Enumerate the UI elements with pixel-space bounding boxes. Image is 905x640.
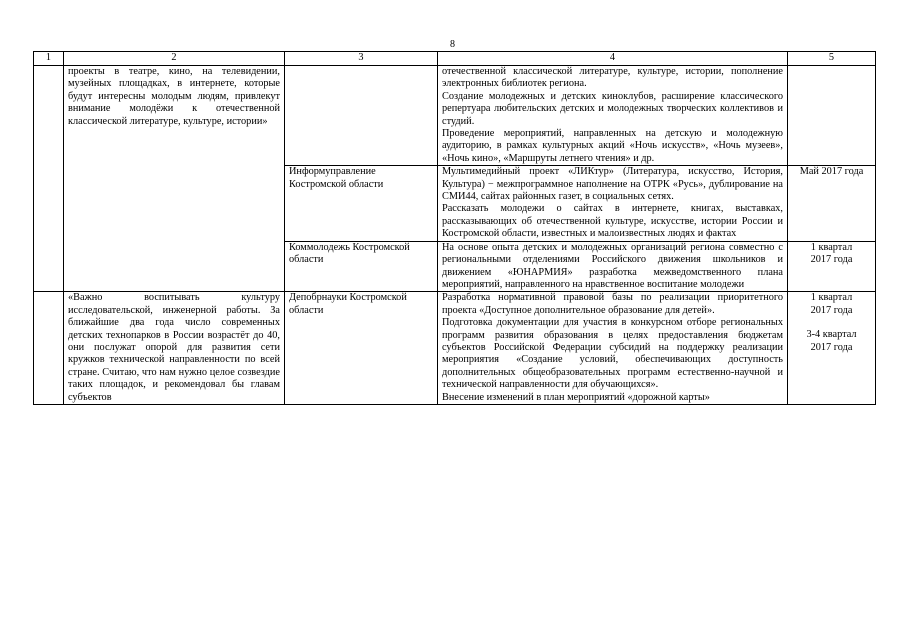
deadline-text: 2017 года: [810, 341, 853, 353]
deadline-text: Май 2017 года: [799, 166, 864, 178]
action-paragraph: Проведение мероприятий, направленных на детскую и молодежную аудиторию, в рамках культурных акций «Ночь искусств», «Ночь музеев», «Ночь кино», «Маршруты летнего чтения» и др.: [442, 128, 783, 164]
action-paragraph: Мультимедийный проект «ЛИКтур» (Литература, искусство, История, Культура) − межпрограммное наполнение на ОТРК «Русь», дублирование на СМИ44, сайтах районных газет, в социальных сетях.: [442, 166, 783, 203]
row1c-deadline-cell: [788, 241, 876, 292]
row1-quote-cell: проекты в театре, кино, на телевидении, музейных площадках, в интернете, которые будут интересны молодым людям, привлекут внимание молодёжи к отечественной классической литературе, культуре, истории»: [64, 66, 285, 292]
action-paragraph: Разработка нормативной правовой базы по реализации приоритетного проекта «Доступное дополнительное образование для детей».: [442, 292, 783, 316]
row1b-actions-cell: [438, 166, 788, 241]
table-header-row: [34, 52, 876, 66]
deadline-text: 1 квартал: [810, 241, 853, 253]
header-col-4: 4: [438, 52, 788, 66]
row1b-responsible-cell: Информуправление Костромской области: [285, 166, 438, 241]
deadline-text: 2017 года: [810, 304, 853, 316]
table-row: [34, 66, 876, 166]
row2-responsible-cell: Депобрнауки Костромской области: [285, 292, 438, 405]
header-col-1: 1: [34, 52, 64, 66]
header-col-5: 5: [788, 52, 876, 66]
header-col-2: 2: [64, 52, 285, 66]
header-col-3: 3: [285, 52, 438, 66]
action-paragraph: Внесение изменений в план мероприятий «дорожной карты»: [442, 391, 710, 403]
deadline-text: 2017 года: [810, 254, 853, 266]
row1a-deadline-cell: [788, 66, 876, 166]
row1b-deadline-cell: [788, 166, 876, 241]
row1a-actions-cell: [438, 66, 788, 166]
action-paragraph: На основе опыта детских и молодежных организаций региона совместно с региональными отделениями Российского движения школьников и движением «ЮНАРМИЯ» разработка межведомственного плана мероприятий, направленного на нравственное воспитание молодежи: [442, 241, 783, 290]
document-table: [33, 51, 876, 405]
spacer: [792, 317, 871, 329]
row2-deadline-cell: [788, 292, 876, 405]
action-paragraph: Подготовка документации для участия в конкурсном отборе региональных программ развития образования в целях предоставления бюджетам субъектов Российской Федерации субсидий на поддержку реализации мероприятия «Создание условий, обеспечивающих доступность дополнительных общеобразовательных программ естественно-научной и технической направленности для обучающихся».: [442, 317, 783, 391]
page-number: 8: [450, 39, 455, 50]
action-paragraph: отечественной классической литературе, культуре, истории, пополнение электронных библиотек региона.: [442, 66, 783, 90]
table-row: [34, 292, 876, 405]
action-paragraph: Создание молодежных и детских киноклубов, расширение классического репертуара любительских детских и молодежных творческих коллективов и студий.: [442, 90, 783, 127]
row1c-responsible-cell: Коммолодежь Костромской области: [285, 241, 438, 292]
row2-number-cell: [34, 292, 64, 405]
row2-quote-cell: «Важно воспитывать культуру исследовательской, инженерной работы. За ближайшие два года число современных детских технопарков в России возрастёт до 40, они послужат опорой для развития сети кружков технической направленности по всей стране. Считаю, что нам нужно целое созвездие таких площадок, и рекомендовал бы главам субъектов: [64, 292, 285, 405]
deadline-text: 1 квартал: [810, 292, 853, 304]
row2-actions-cell: [438, 292, 788, 405]
action-paragraph: Рассказать молодежи о сайтах в интернете, книгах, выставках, рассказывающих об отечественной культуре, искусстве, истории России и Костромской области, известных и малоизвестных людях и фактах: [442, 203, 783, 240]
row1-number-cell: [34, 66, 64, 292]
deadline-text: 3-4 квартал: [806, 329, 857, 341]
row1a-responsible-cell: [285, 66, 438, 166]
row1c-actions-cell: [438, 241, 788, 292]
